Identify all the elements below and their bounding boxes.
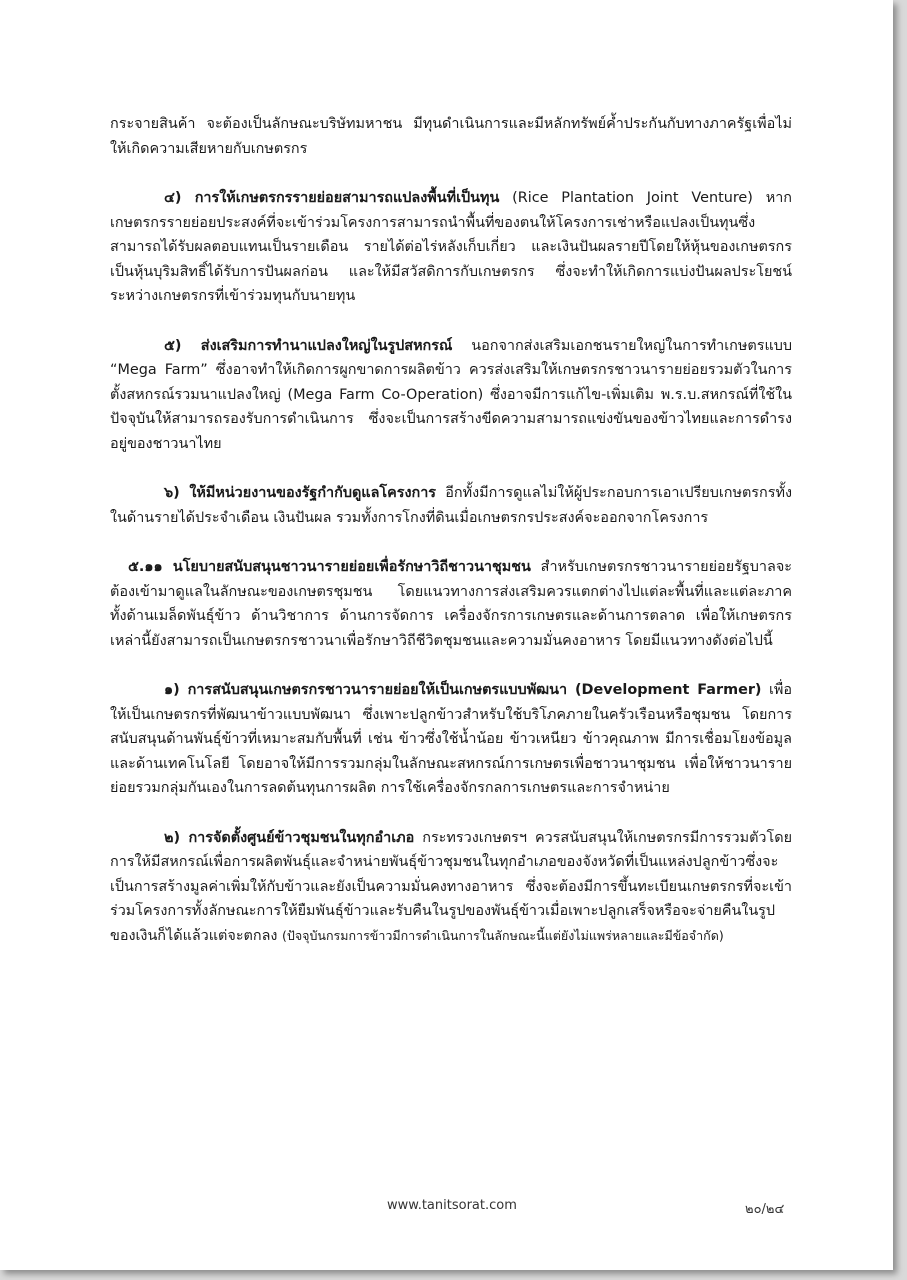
sub-item-1 xyxy=(110,678,792,801)
footer-page-number: ๒๐/๒๔ xyxy=(745,1202,785,1217)
sub-item-2 xyxy=(110,826,792,949)
item-5 xyxy=(110,334,792,457)
sub-item-2-note: (ปัจจุบันกรมการข้าวมีการดำเนินการในลักษณะนี้แต่ยังไม่แพร่หลายและมีข้อจำกัด) xyxy=(282,927,724,943)
item-6-body: อีกทั้งมีการดูแลไม่ให้ผู้ประกอบการเอาเปรียบเกษตรกรทั้งในด้านรายได้ประจำเดือน เงินปันผล รวมทั้งการโกงที่ดินเมื่อเกษตรกรประสงค์จะออกจากโครงการ xyxy=(110,485,792,526)
section-5-11-title: ๕.๑๑ นโยบายสนับสนุนชาวนารายย่อยเพื่อรักษาวิถีชาวนาชุมชน xyxy=(128,559,531,575)
sub-item-1-title: ๑) การสนับสนุนเกษตรกรชาวนารายย่อยให้เป็นเกษตรแบบพัฒนา (Development Farmer) xyxy=(164,682,762,698)
section-5-11-body: สำหรับเกษตรกรชาวนารายย่อยรัฐบาลจะต้องเข้ามาดูแลในลักษณะของเกษตรชุมชน โดยแนวทางการส่งเสริมควรแตกต่างไปแต่ละพื้นที่และแต่ละภาค ทั้งด้านเมล็ดพันธุ์ข้าว ด้านวิชาการ ด้านการจัดการ เครื่องจักรการเกษตรและด้านการตลาด เพื่อให้เกษตรกรเหล่านี้ยังสามารถเป็นเกษตรกรชาวนาเพื่อรักษาวิถีชีวิตชุมชนและความมั่นคงอาหาร โดยมีแนวทางดังต่อไปนี้ xyxy=(110,559,792,649)
sub-item-1-body: เพื่อให้เป็นเกษตรกรที่พัฒนาข้าวแบบพัฒนา ซึ่งเพาะปลูกข้าวสำหรับใช้บริโภคภายในครัวเรือนหรือชุมชน โดยการสนับสนุนด้านพันธุ์ข้าวที่เหมาะสมกับพื้นที่ เช่น ข้าวซึ่งใช้น้ำน้อย ข้าวเหนียว ข้าวคุณภาพ มีการเชื่อมโยงข้อมูลและด้านเทคโนโลยี โดยอาจให้มีการรวมกลุ่มในลักษณะสหกรณ์การเกษตรเพื่อชาวนาชุมชน เพื่อให้ชาวนารายย่อยรวมกลุ่มกันเองในการลดต้นทุนการผลิต การใช้เครื่องจักรกลการเกษตรและการจำหน่าย xyxy=(110,682,792,796)
sub-item-2-body: กระทรวงเกษตรฯ ควรสนับสนุนให้เกษตรกรมีการรวมตัวโดยการให้มีสหกรณ์เพื่อการผลิตพันธุ์และจำหน่ายพันธุ์ข้าวชุมชนในทุกอำเภอของจังหวัดที่เป็นแหล่งปลูกข้าวซึ่งจะเป็นการสร้างมูลค่าเพิ่มให้กับข้าวและยังเป็นความมั่นคงทางอาหาร ซึ่งจะต้องมีการขึ้นทะเบียนเกษตรกรที่จะเข้าร่วมโครงการทั้งลักษณะการให้ยืมพันธุ์ข้าวและรับคืนในรูปของพันธุ์ข้าวเมื่อเพาะปลูกเสร็จหรือจะจ่ายคืนในรูปของเงินก็ได้แล้วแต่จะตกลง xyxy=(110,829,793,944)
item-5-title: ๕) ส่งเสริมการทำนาแปลงใหญ่ในรูปสหกรณ์ xyxy=(164,337,453,354)
item-6 xyxy=(110,481,792,530)
section-5-11 xyxy=(110,555,792,653)
sub-item-2-title: ๒) การจัดตั้งศูนย์ข้าวชุมชนในทุกอำเภอ xyxy=(164,829,415,846)
paragraph-intro xyxy=(110,112,792,161)
item-4 xyxy=(110,186,792,309)
item-6-title: ๖) ให้มีหน่วยงานของรัฐกำกับดูแลโครงการ xyxy=(164,485,437,501)
paragraph-text: กระจายสินค้า จะต้องเป็นลักษณะบริษัทมหาชน มีทุนดำเนินการและมีหลักทรัพย์ค้ำประกันกับทางภาครัฐเพื่อไม่ให้เกิดความเสียหายกับเกษตรกร xyxy=(110,116,792,157)
item-4-body: (Rice Plantation Joint Venture) หากเกษตรกรรายย่อยประสงค์ที่จะเข้าร่วมโครงการสามารถนำพื้นที่ของตนให้โครงการเช่าหรือแปลงเป็นทุนซึ่งสามารถได้รับผลตอบแทนเป็นรายเดือน รายได้ต่อไร่หลังเก็บเกี่ยว และเงินปันผลรายปีโดยให้หุ้นของเกษตรกรเป็นหุ้นบุริมสิทธิ์ได้รับการปันผลก่อน และให้มีสวัสดิการกับเกษตรกร ซึ่งจะทำให้เกิดการแบ่งปันผลประโยชน์ระหว่างเกษตรกรที่เข้าร่วมทุนกับนายทุน xyxy=(110,190,792,304)
page-content xyxy=(110,112,792,948)
item-5-body: นอกจากส่งเสริมเอกชนรายใหญ่ในการทำเกษตรแบบ “Mega Farm” ซึ่งอาจทำให้เกิดการผูกขาดการผลิตข้าว ควรส่งเสริมให้เกษตรกรชาวนารายย่อยรวมตัวในการตั้งสหกรณ์รวมนาแปลงใหญ่ (Mega Farm Co-Operation) ซึ่งอาจมีการแก้ไข-เพิ่มเติม พ.ร.บ.สหกรณ์ที่ใช้ในปัจจุบันให้สามารถรองรับการดำเนินการ ซึ่งจะเป็นการสร้างขีดความสามารถแข่งขันของข้าวไทยและการดำรงอยู่ของชาวนาไทย xyxy=(110,337,792,452)
footer-website: www.tanitsorat.com xyxy=(387,1198,517,1213)
item-4-title: ๔) การให้เกษตรกรรายย่อยสามารถแปลงพื้นที่เป็นทุน xyxy=(164,190,500,206)
